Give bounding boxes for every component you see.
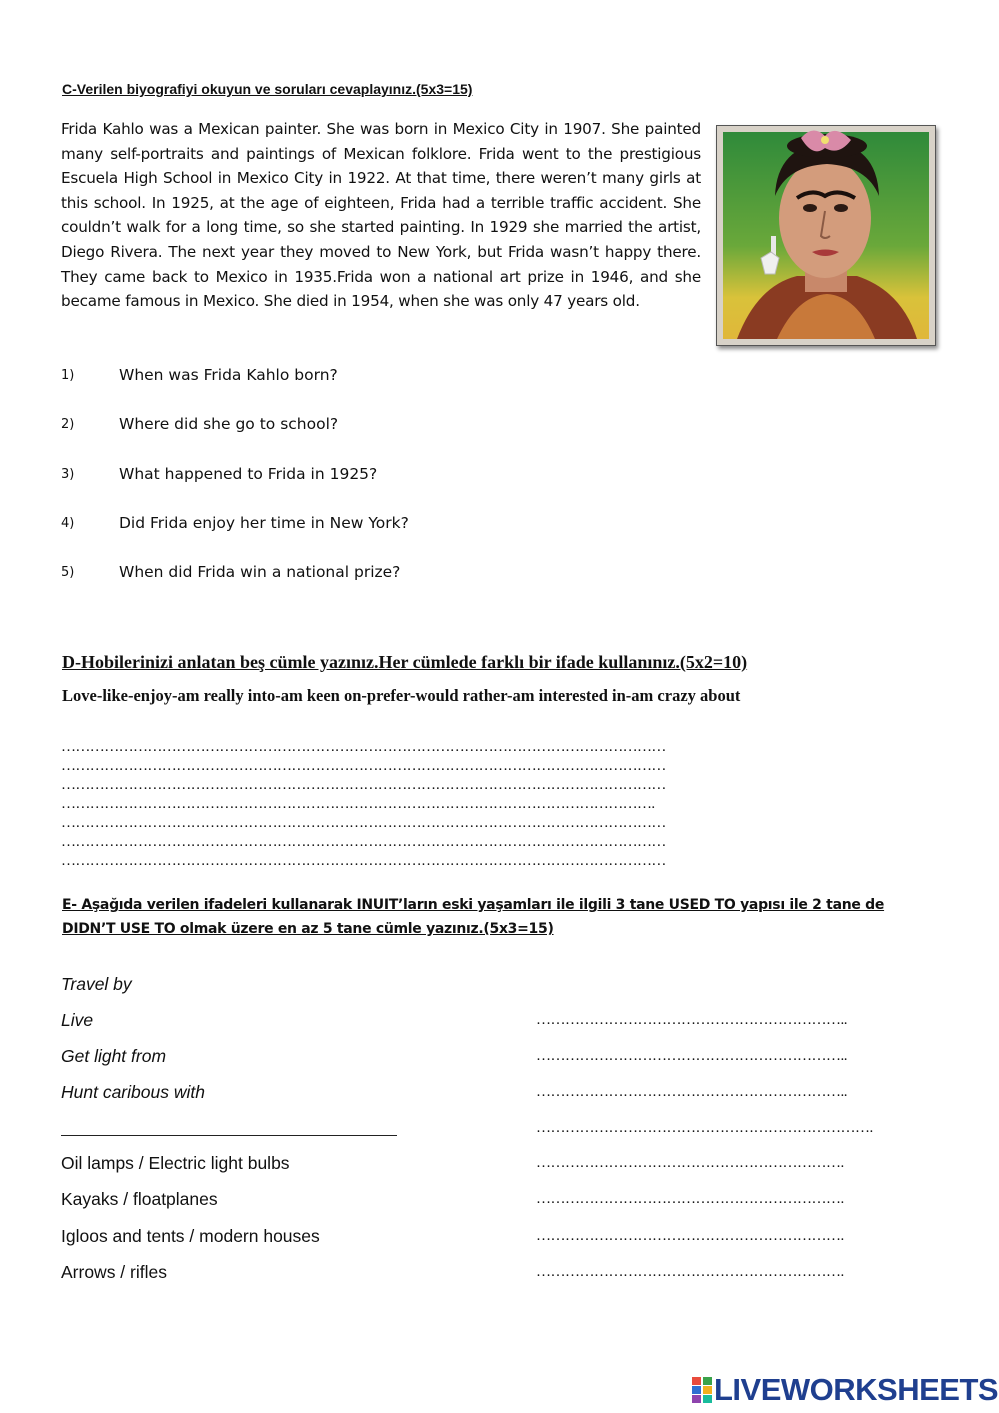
biography-paragraph: Frida Kahlo was a Mexican painter. She was born in Mexico City in 1907. She painted many self-portraits and paintings of Mexican folklore. Frida went to the prestigious Escuela High School in Mexico City in 1922. At that time, there weren’t many girls at this school. In 1925, at the age of eighteen, Frida had a terrible traffic accident. She couldn’t walk for a long time, so she started painting. In 1929 she married the artist, Diego Rivera. The next year they moved to New York, but Frida wasn’t happy there. They came back to Mexico in 1935.Frida won a national art prize in 1946, and she became famous in Mexico. She died in 1954, when she was only 47 years old. <box>61 120 701 311</box>
hobby-answer-line-2[interactable]: ……………………………………………………………………………………………………………… <box>61 758 666 774</box>
cue-travel-by: Travel by <box>61 974 132 994</box>
liveworksheets-logo <box>692 1372 998 1408</box>
question-number: 5) <box>61 565 75 580</box>
inuit-answer-line-6[interactable]: ………………………………………………………. <box>536 1191 844 1207</box>
hobby-answer-line-3[interactable]: ……………………………………………………………………………………………………………… <box>61 777 666 793</box>
section-e-title: E- Aşağıda verilen ifadeleri kullanarak INUIT’ların eski yaşamları ile ilgili 3 tane USED TO yapısı ile 2 tane de DIDN’T USE TO olmak üzere en az 5 tane cümle yazınız.(5x3=15) <box>62 897 885 937</box>
inuit-answer-line-5[interactable]: ………………………………………………………. <box>536 1155 844 1171</box>
inuit-answer-line-8[interactable]: ………………………………………………………. <box>536 1264 844 1280</box>
question-1 <box>61 366 338 384</box>
hobby-answer-line-5[interactable]: ……………………………………………………………………………………………………………… <box>61 815 666 831</box>
question-5 <box>61 563 400 581</box>
question-text: Where did she go to school? <box>119 415 339 433</box>
biography-text <box>61 117 701 314</box>
hobby-answer-line-6[interactable]: ……………………………………………………………………………………………………………… <box>61 834 666 850</box>
hobby-answer-line-7[interactable]: ……………………………………………………………………………………………………………… <box>61 853 666 869</box>
inuit-answer-line-2[interactable]: ……………………………………………………….. <box>536 1048 847 1064</box>
cue-get-light-from: Get light from <box>61 1046 167 1066</box>
question-number: 3) <box>61 467 75 482</box>
question-text: Did Frida enjoy her time in New York? <box>119 514 409 532</box>
question-text: When was Frida Kahlo born? <box>119 366 338 384</box>
option-light: Oil lamps / Electric light bulbs <box>61 1153 290 1173</box>
question-text: What happened to Frida in 1925? <box>119 465 378 483</box>
cue-live: Live <box>61 1010 94 1030</box>
section-d-phrases: Love-like-enjoy-am really into-am keen on-prefer-would rather-am interested in-am crazy about <box>62 686 741 705</box>
question-4 <box>61 514 409 532</box>
option-transport: Kayaks / floatplanes <box>61 1189 218 1209</box>
option-weapons: Arrows / rifles <box>61 1262 167 1282</box>
inuit-answer-line-1[interactable]: ……………………………………………………….. <box>536 1012 847 1028</box>
question-text: When did Frida win a national prize? <box>119 563 401 581</box>
question-2 <box>61 415 338 433</box>
cue-hunt-caribous-with: Hunt caribous with <box>61 1082 205 1102</box>
hobby-answer-line-1[interactable]: ……………………………………………………………………………………………………………… <box>61 739 666 755</box>
liveworksheets-brand-text: LIVEWORKSHEETS <box>714 1372 999 1407</box>
frida-kahlo-portrait <box>716 125 936 346</box>
inuit-answer-line-3[interactable]: ……………………………………………………….. <box>536 1084 847 1100</box>
question-number: 4) <box>61 516 75 531</box>
section-d-title: D-Hobilerinizi anlatan beş cümle yazınız.Her cümlede farklı bir ifade kullanınız.(5x2=10) <box>62 652 748 672</box>
divider-line <box>61 1135 397 1136</box>
section-c-title: C-Verilen biyografiyi okuyun ve soruları cevaplayınız.(5x3=15) <box>62 81 473 97</box>
question-3 <box>61 465 377 483</box>
option-housing: Igloos and tents / modern houses <box>61 1226 320 1246</box>
inuit-answer-line-4[interactable]: ……………………………………………………………. <box>536 1120 873 1136</box>
liveworksheets-logo-icon <box>692 1377 712 1403</box>
hobby-answer-line-4[interactable]: ……………………………………………………………………………………………………………. <box>61 796 655 812</box>
inuit-answer-line-7[interactable]: ………………………………………………………. <box>536 1228 844 1244</box>
question-number: 1) <box>61 368 75 383</box>
question-number: 2) <box>61 417 75 432</box>
